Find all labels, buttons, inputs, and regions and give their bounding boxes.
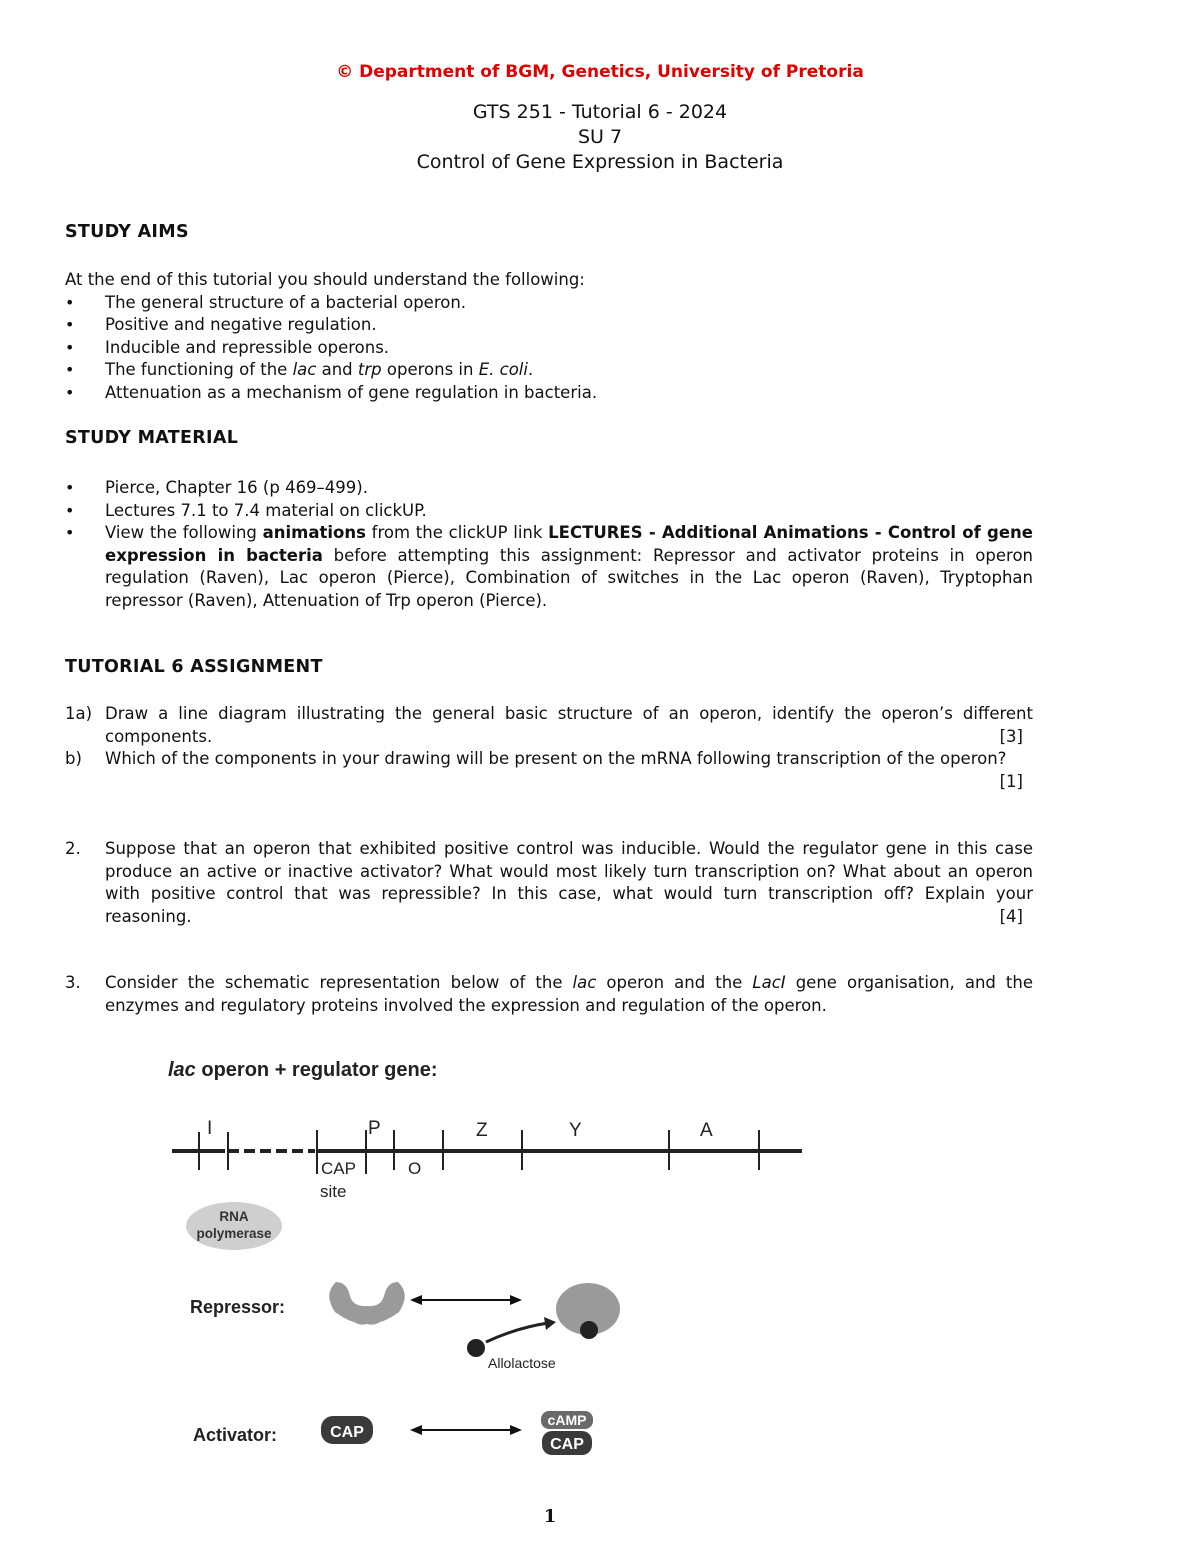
text-run: from the clickUP link [365,523,549,543]
list-item-text: Attenuation as a mechanism of gene regulation in bacteria. [105,382,598,402]
operator-label: O [408,1159,422,1178]
list-item [65,337,1033,360]
text-run: The functioning of the [105,360,293,380]
lac-italic: lac [572,973,597,992]
cap-site-label: CAP [321,1159,356,1178]
ecoli-italic: E. coli [478,360,528,380]
gene-label-y: Y [569,1120,582,1141]
arrow-head-left [410,1425,422,1435]
list-item [65,382,1033,405]
question-1b [65,748,1033,791]
list-item [65,292,1033,315]
arrow-head-left [410,1295,422,1305]
question-3 [65,972,1033,1017]
copyright-notice: © Department of BGM, Genetics, University of Pretoria [336,62,864,82]
text-run: operons in [381,360,479,380]
title-line-3: Control of Gene Expression in Bacteria [416,151,784,173]
list-item-text: Positive and negative regulation. [105,315,377,335]
diagram-title: lac operon + regulator gene: [168,1059,438,1081]
lac-italic: lac [292,360,317,380]
question-text: Which of the components in your drawing will be present on the mRNA following transcription of the operon? [105,749,1007,768]
list-item-text: The general structure of a bacterial operon. [105,292,467,312]
arrow-head-right [510,1425,522,1435]
text-run: gene organisation, and the enzymes and regulatory proteins involved the expression and regulation of the operon. [105,973,1034,1015]
list-item [65,359,1033,382]
dna-map [172,1118,802,1201]
page-number: 1 [543,1506,557,1527]
gene-label-i: I [207,1118,213,1139]
text-run: before attempting this assignment: Repressor and activator proteins in operon regulation (Raven), Lac operon (Pierce), Combination of switches in the Lac operon (Raven), Tryptophan repressor (Raven), Attenuation of Trp operon (Pierce). [105,545,1033,610]
laci-italic: LacI [752,973,786,992]
activator-row [193,1411,593,1455]
question-block [65,838,1033,928]
cap-site-label-line2: site [320,1182,347,1201]
question-text: Draw a line diagram illustrating the general basic structure of an operon, identify the operon’s different components. [105,704,1033,746]
rna-polymerase [186,1202,282,1250]
rna-polymerase-label-line2: polymerase [196,1226,272,1241]
binding-arrow [486,1323,548,1342]
list-item-text: Pierce, Chapter 16 (p 469–499). [105,478,368,497]
allolactose-molecule-icon [467,1339,485,1357]
study-material-section [65,477,1033,613]
camp-label: cAMP [547,1412,587,1428]
promoter-label: P [368,1118,381,1139]
list-item [65,477,1033,500]
activator-label: Activator: [193,1425,278,1445]
question-number: 2. [65,839,81,858]
lac-operon-diagram [160,1050,820,1480]
question-marks: [4] [999,906,1023,926]
study-aims-list [65,292,1033,405]
animations-bold: animations [262,523,366,543]
arrow-head-right [510,1295,522,1305]
title-line-2: SU 7 [577,126,623,148]
study-aims-section [65,269,1033,405]
assignment-heading: TUTORIAL 6 ASSIGNMENT [65,657,323,677]
bound-allolactose-icon [580,1321,598,1339]
question-marks: [1] [999,771,1023,791]
question-number: 3. [65,973,81,992]
gene-label-a: A [700,1120,713,1141]
study-aims-intro: At the end of this tutorial you should understand the following: [65,270,585,289]
list-item [65,522,1033,612]
text-run: . [527,360,534,380]
title-line-1: GTS 251 - Tutorial 6 - 2024 [472,101,728,123]
list-item-text: Lectures 7.1 to 7.4 material on clickUP. [105,500,427,520]
list-item-text: Inducible and repressible operons. [105,337,390,357]
question-2 [65,838,1033,928]
question-text: Suppose that an operon that exhibited positive control was inducible. Would the regulator gene in this case produce an active or inactive activator? What would most likely turn transcription on? What about an operon with positive control that was repressible? In this case, what would turn transcription off? Explain your reasoning. [105,839,1033,926]
question-1a [65,703,1033,748]
trp-italic: trp [357,360,382,380]
repressor-label: Repressor: [190,1297,286,1317]
text-run: Consider the schematic representation below of the [105,973,573,992]
cap-protein-label: CAP [330,1424,364,1441]
allolactose-label: Allolactose [488,1355,556,1371]
active-repressor-icon [329,1282,405,1325]
repressor-row [190,1282,620,1371]
question-block [65,703,1033,748]
text-run: operon and the [596,973,753,992]
clickup-link-path: LECTURES - Additional Animations - Control of gene expression in bacteria [105,523,1033,565]
document-title [0,100,1200,175]
list-item [65,500,1033,523]
question-marks: [3] [999,726,1023,746]
rna-polymerase-label: RNA [219,1209,249,1224]
question-block [65,748,1033,791]
study-material-heading: STUDY MATERIAL [65,428,239,448]
text-run: View the following [105,523,263,543]
question-number: 1a) [65,704,93,723]
text-run: and [316,360,358,380]
question-number: b) [65,749,82,768]
study-material-list [65,477,1033,613]
study-aims-heading: STUDY AIMS [65,222,189,242]
gene-label-z: Z [476,1120,488,1141]
question-block [65,972,1033,1017]
binding-arrow-head [544,1317,556,1330]
list-item [65,314,1033,337]
cap-bound-label: CAP [550,1436,584,1453]
